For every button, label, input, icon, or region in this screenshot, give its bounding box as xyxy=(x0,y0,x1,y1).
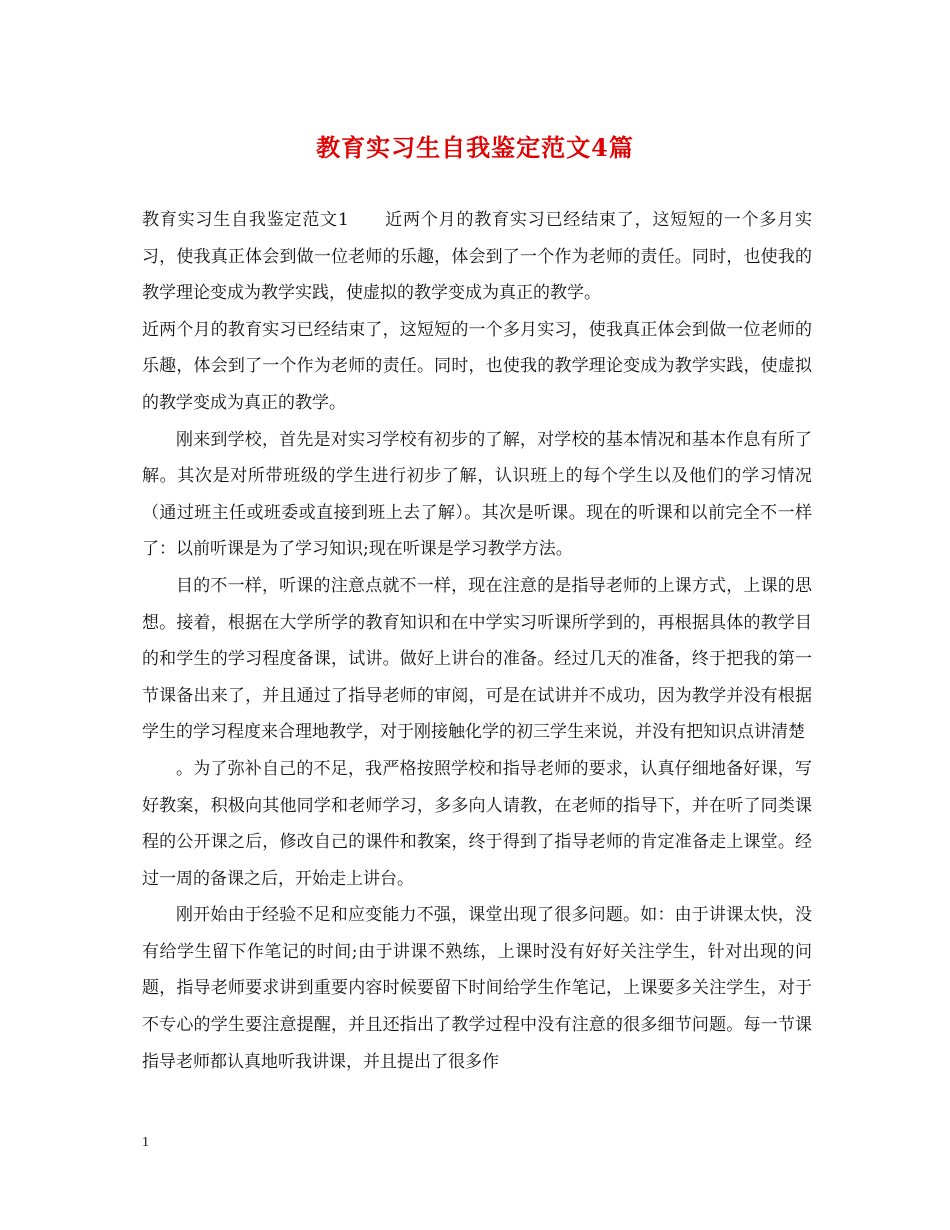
paragraph: 近两个月的教育实习已经结束了，这短短的一个多月实习，使我真正体会到做一位老师的乐趣，体会到了一个作为老师的责任。同时，也使我的教学理论变成为教学实践，使虚拟的教学变成为真正的教学。 xyxy=(142,319,812,413)
paragraph: 。为了弥补自己的不足，我严格按照学校和指导老师的要求，认真仔细地备好课，写好教案，积极向其他同学和老师学习，多多向人请教，在老师的指导下，并在听了同类课程的公开课之后，修改自己的课件和教案，终于得到了指导老师的肯定准备走上课堂。经过一周的备课之后，开始走上讲台。 xyxy=(142,758,812,889)
document-title: 教育实习生自我鉴定范文4篇 xyxy=(316,133,634,162)
paragraph: 刚开始由于经验不足和应变能力不强，课堂出现了很多问题。如：由于讲课太快，没有给学生留下作笔记的时间;由于讲课不熟练，上课时没有好好关注学生，针对出现的问题，指导老师要求讲到重要内容时候要留下时间给学生作笔记，上课要多关注学生，对于不专心的学生要注意提醒，并且还指出了教学过程中没有注意的很多细节问题。每一节课指导老师都认真地听我讲课，并且提出了很多作 xyxy=(142,905,812,1072)
paragraph: 目的不一样，听课的注意点就不一样，现在注意的是指导老师的上课方式，上课的思想。接着，根据在大学所学的教育知识和在中学实习听课所学到的，再根据具体的教学目的和学生的学习程度备课，试讲。做好上讲台的准备。经过几天的准备，终于把我的第一节课备出来了，并且通过了指导老师的审阅，可是在试讲并不成功，因为教学并没有根据学生的学习程度来合理地教学，对于刚接触化学的初三学生来说，并没有把知识点讲清楚 xyxy=(142,575,812,743)
document-body xyxy=(142,202,812,1080)
paragraph: 刚来到学校，首先是对实习学校有初步的了解，对学校的基本情况和基本作息有所了解。其次是对所带班级的学生进行初步了解，认识班上的每个学生以及他们的学习情况（通过班主任或班委或直接到班上去了解）。其次是听课。现在的听课和以前完全不一样了：以前听课是为了学习知识;现在听课是学习教学方法。 xyxy=(142,429,812,560)
paragraph: 教育实习生自我鉴定范文1 近两个月的教育实习已经结束了，这短短的一个多月实习，使我真正体会到做一位老师的乐趣，体会到了一个作为老师的责任。同时，也使我的教学理论变成为教学实践，使虚拟的教学变成为真正的教学。 xyxy=(142,210,812,304)
page-number: 1 xyxy=(142,1135,149,1150)
